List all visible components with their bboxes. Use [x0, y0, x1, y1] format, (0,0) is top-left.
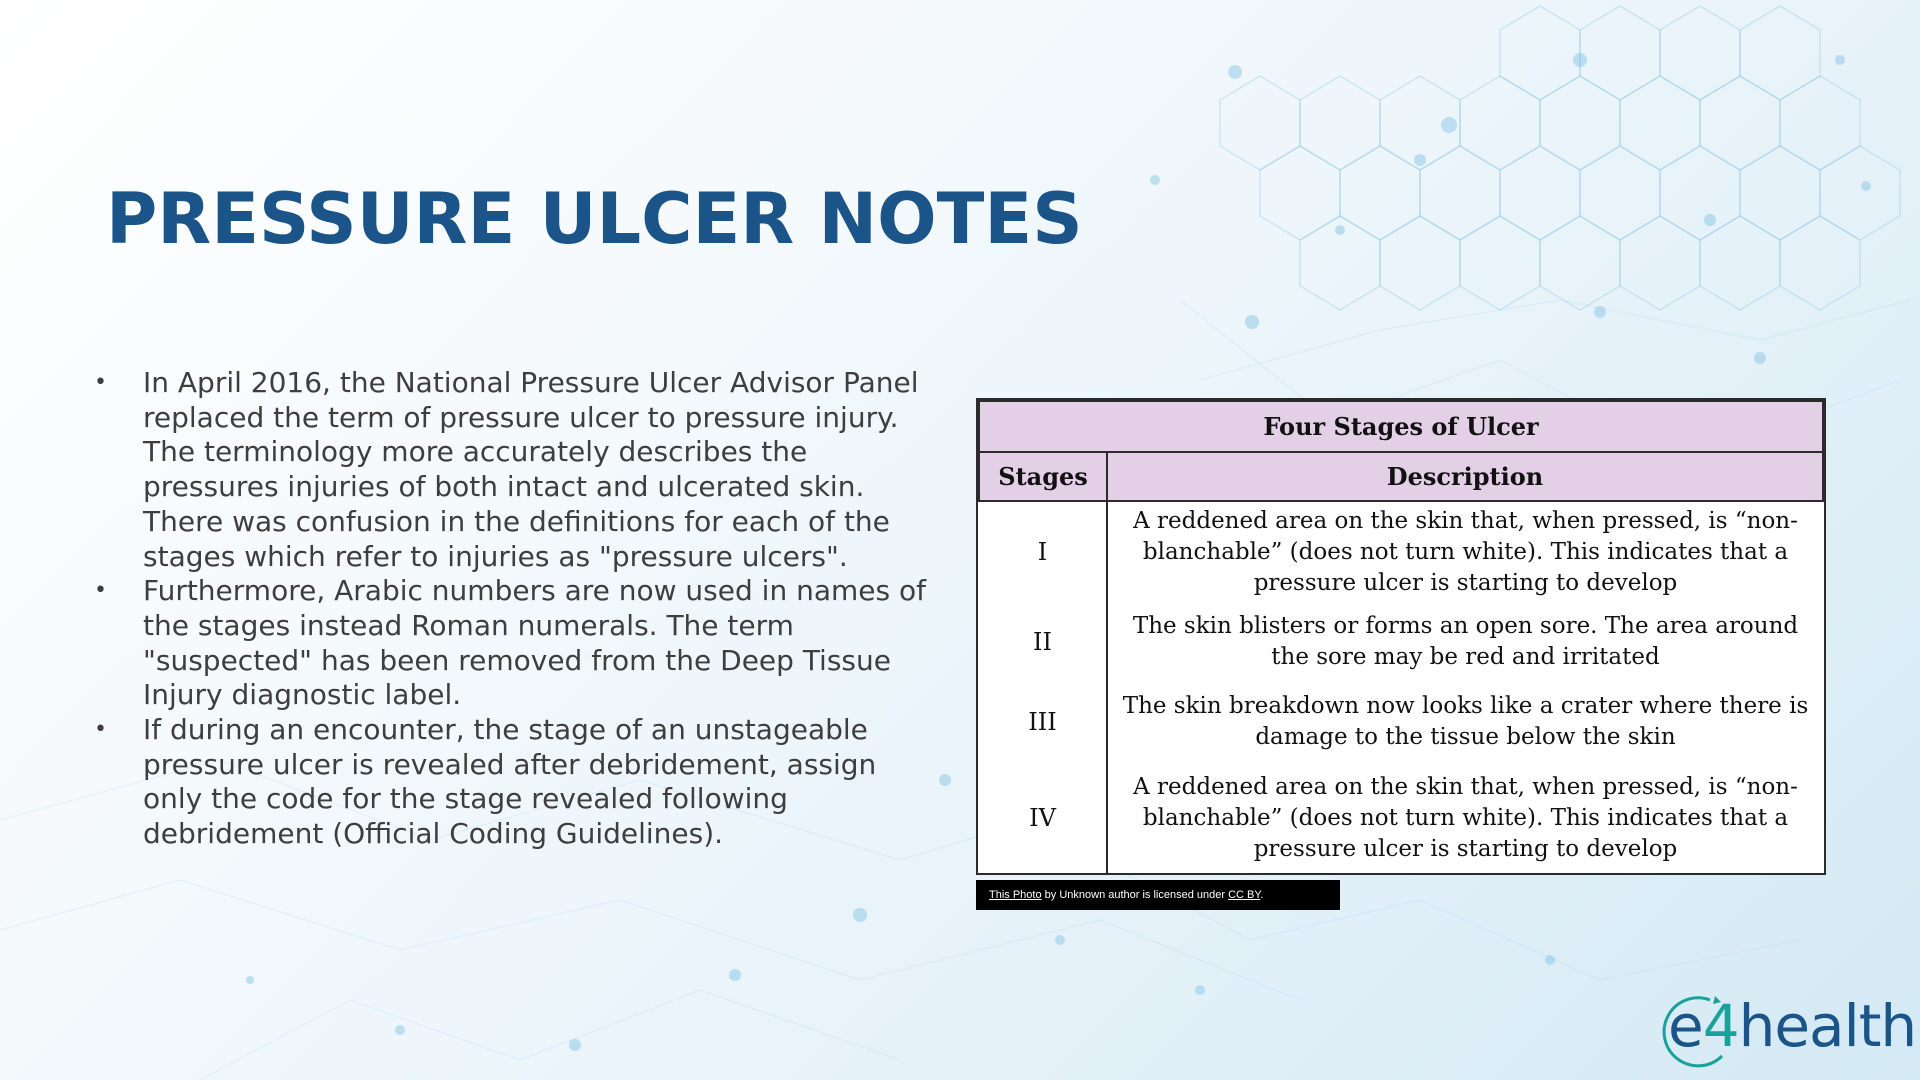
- license-link[interactable]: CC BY: [1228, 889, 1261, 901]
- bullet-marker: •: [94, 370, 107, 395]
- stage-cell: I: [979, 501, 1107, 603]
- table-header-row: [979, 452, 1823, 501]
- logo-prefix: e: [1668, 992, 1703, 1060]
- description-cell: The skin breakdown now looks like a crater where there is damage to the tissue below the skin: [1122, 693, 1809, 751]
- bullet-text: In April 2016, the National Pressure Ulcer Advisor Panel replaced the term of pressure ulcer to pressure injury. The terminology more accurately describes the pressures injuries of both intact and ulcerated skin. There was confusion in the definitions for each of the stages which refer to injuries as "pressure ulcers".: [143, 366, 919, 573]
- table-row: [979, 763, 1823, 873]
- bullet-marker: •: [94, 578, 107, 604]
- credit-end: .: [1260, 889, 1264, 901]
- description-cell: A reddened area on the skin that, when pressed, is “non-blanchable” (does not turn white). This indicates that a pressure ulcer is starting to develop: [1133, 773, 1798, 862]
- photo-credit: [976, 880, 1340, 910]
- logo-digit: 4: [1702, 992, 1739, 1060]
- table-caption: Four Stages of Ulcer: [979, 401, 1823, 452]
- ulcer-stages-table-image[interactable]: [976, 398, 1826, 875]
- stage-cell: IV: [979, 763, 1107, 873]
- table-row: [979, 682, 1823, 763]
- slide-title: PRESSURE ULCER NOTES: [106, 178, 1083, 260]
- stage-cell: II: [979, 602, 1107, 681]
- credit-text: by Unknown author is licensed under: [1041, 889, 1229, 901]
- bullet-item: [90, 713, 940, 852]
- bullet-text: Furthermore, Arabic numbers are now used in names of the stages instead Roman numerals. The term "suspected" has been removed from the Deep Tissue Injury diagnostic label.: [143, 574, 926, 712]
- bullet-item: [90, 574, 940, 713]
- column-header-stages: Stages: [979, 452, 1107, 501]
- logo-suffix: health: [1738, 992, 1917, 1060]
- photo-link[interactable]: This Photo: [989, 889, 1042, 901]
- table-row: [979, 602, 1823, 681]
- bullet-item: [90, 366, 940, 574]
- table-row: [979, 501, 1823, 603]
- bullet-marker: •: [94, 717, 107, 743]
- description-cell: The skin blisters or forms an open sore. The area around the sore may be red and irritated: [1132, 613, 1799, 671]
- column-header-description: Description: [1107, 452, 1823, 501]
- description-cell: A reddened area on the skin that, when pressed, is “non-blanchable” (does not turn white). This indicates that a pressure ulcer is starting to develop: [1133, 507, 1798, 596]
- table-caption-row: [979, 401, 1823, 452]
- e4health-logo: [1668, 990, 1917, 1070]
- ulcer-stages-table: [978, 400, 1824, 873]
- logo-wordmark: [1668, 992, 1916, 1060]
- bullet-list: [90, 366, 940, 852]
- bullet-text: If during an encounter, the stage of an unstageable pressure ulcer is revealed after debridement, assign only the code for the stage revealed following debridement (Official Coding Guidelines).: [143, 713, 877, 851]
- stage-cell: III: [979, 682, 1107, 763]
